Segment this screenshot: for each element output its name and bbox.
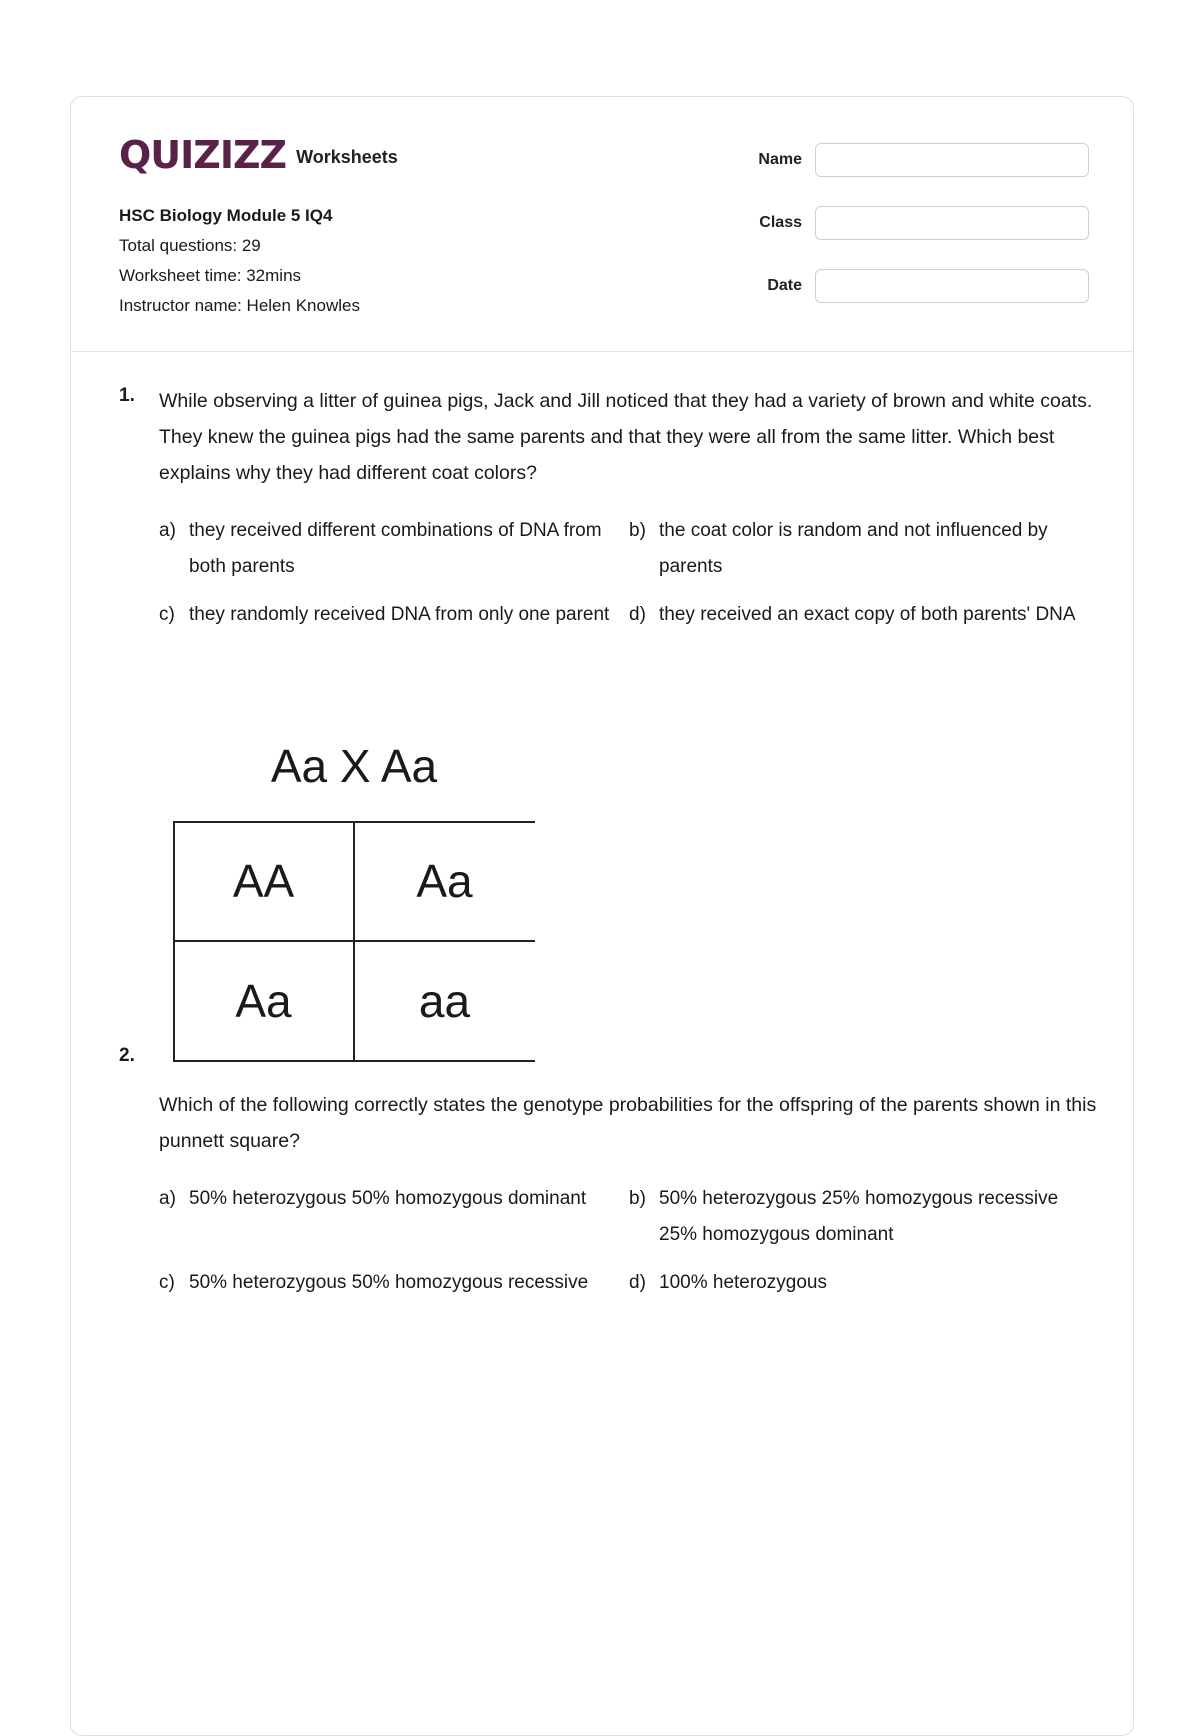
brand-suffix: Worksheets [296,146,398,167]
punnett-square-image [173,729,553,1069]
student-fields [758,141,1089,330]
name-field[interactable] [815,143,1089,177]
brand [119,133,398,177]
question-2 [119,1087,1099,1301]
date-label: Date [767,277,802,294]
question-text: While observing a litter of guinea pigs, Jack and Jill noticed that they had a variety of brown and white coats. They knew the guinea pigs had the same parents and that they were all from the same litter. Which best explains why they had different coat colors? [159,390,1093,484]
option-letter: a) [159,520,176,541]
class-field-row [758,204,1089,242]
option-text: they randomly received DNA from only one parent [189,604,610,625]
class-label: Class [759,214,802,231]
question-number: 1. [119,385,135,406]
worksheet-time: Worksheet time: 32mins [119,266,302,285]
answer-options [159,513,1099,633]
option-a[interactable] [159,1181,629,1253]
option-letter: b) [629,1188,646,1209]
option-text: they received different combinations of DNA from both parents [189,520,602,577]
option-d[interactable] [629,1265,1099,1301]
option-text: they received an exact copy of both parents' DNA [659,604,1076,625]
option-d[interactable] [629,597,1099,633]
option-text: 50% heterozygous 50% homozygous dominant [189,1188,587,1209]
option-letter: d) [629,604,646,625]
option-text: 100% heterozygous [659,1272,827,1293]
quizizz-logo: QUIZIZZ [119,133,287,177]
worksheet-meta [119,201,360,321]
punnett-grid [173,821,535,1061]
answer-options [159,1181,1099,1301]
class-field[interactable] [815,206,1089,240]
punnett-cell: aa [418,975,471,1027]
worksheet-title: HSC Biology Module 5 IQ4 [119,206,333,225]
worksheet-header [71,97,1133,352]
option-b[interactable] [629,1181,1099,1253]
date-field[interactable] [815,269,1089,303]
question-text: Which of the following correctly states the genotype probabilities for the offspring of the parents shown in this punnett square? [159,1094,1097,1152]
punnett-title: Aa X Aa [270,740,438,792]
option-text: 50% heterozygous 50% homozygous recessive [189,1272,589,1293]
question-1 [119,383,1099,633]
option-c[interactable] [159,1265,629,1301]
total-questions: Total questions: 29 [119,236,261,255]
punnett-cell: Aa [416,855,473,907]
option-letter: c) [159,604,175,625]
date-field-row [758,267,1089,305]
punnett-cell: AA [232,855,295,907]
punnett-cell: Aa [235,975,292,1027]
option-letter: b) [629,520,646,541]
option-a[interactable] [159,513,629,585]
name-field-row [758,141,1089,179]
worksheet-card [70,96,1134,1736]
option-c[interactable] [159,597,629,633]
option-letter: d) [629,1272,646,1293]
instructor-name: Instructor name: Helen Knowles [119,296,360,315]
name-label: Name [758,151,802,168]
option-letter: a) [159,1188,176,1209]
option-text: the coat color is random and not influenced by parents [659,520,1048,577]
option-b[interactable] [629,513,1099,585]
option-letter: c) [159,1272,175,1293]
option-text: 50% heterozygous 25% homozygous recessive 25% homozygous dominant [659,1188,1059,1245]
question-number: 2. [119,1045,135,1066]
